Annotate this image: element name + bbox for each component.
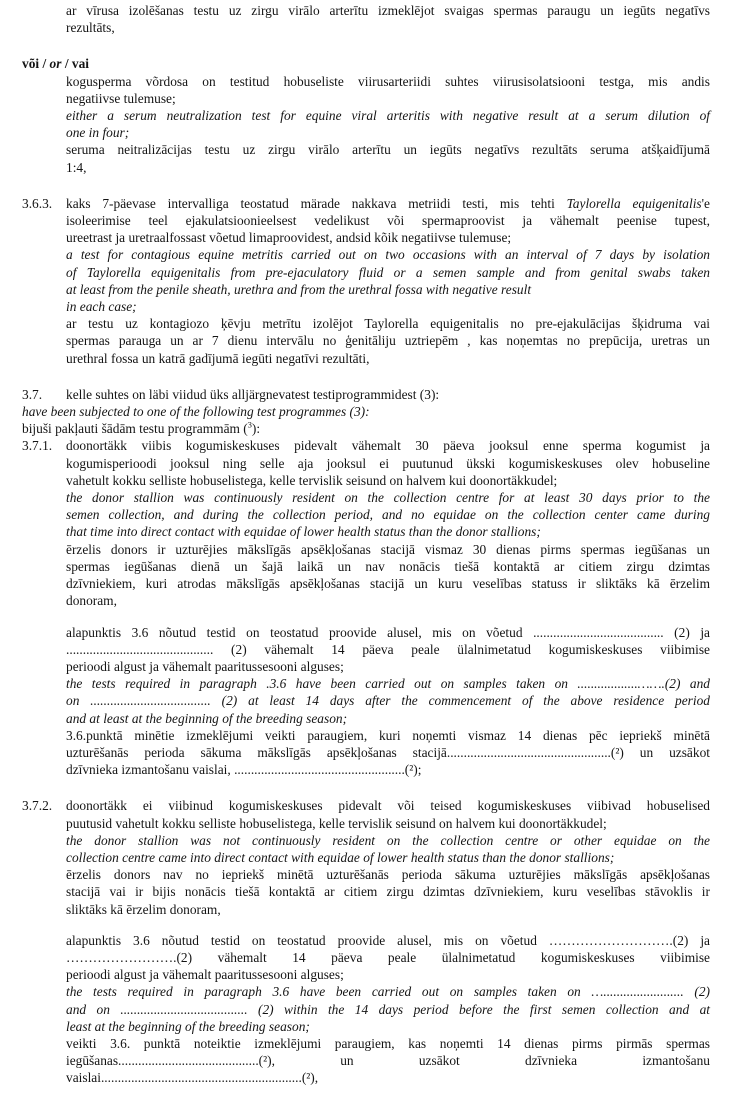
heading-separator: /	[39, 56, 50, 72]
clause-body-estonian	[66, 437, 710, 489]
text-line: …………………….(2) vähemalt 14 päeva peale ülalnimetatud kogumiskeskuses viibimise	[66, 949, 710, 965]
text-line: that time into direct contact with equidae of lower health status than the donor stallions;	[66, 524, 541, 540]
text-line: collection centre came into direct contact with equidae of lower health status than the donor stallions;	[66, 849, 615, 865]
paragraph-serum-neutralization-lat	[66, 141, 710, 175]
text-line: uzturēšanās perioda sākuma mākslīgās apsēkļošanas stacijā.................................................(²) un uzsākot	[66, 744, 710, 760]
paragraph-virus-isolation-test	[66, 2, 710, 36]
clause-number: 3.6.3.	[22, 195, 53, 211]
clause-body-estonian	[66, 386, 710, 403]
heading-separator: /	[61, 56, 72, 72]
text-line: ureetrast ja uretraalfossast võetud limaproovidest, andsid kõik negatiivse tulemuse;	[66, 230, 512, 246]
text-line	[22, 420, 710, 437]
clause-body-english	[66, 489, 710, 541]
text-span: bijuši pakļauti šādām testu programmām (	[22, 421, 248, 437]
spacer	[22, 918, 730, 932]
clause-body-estonian	[66, 195, 710, 247]
text-span: kaks 7-päevase intervalliga teostatud märade nakkava metriidi testi, mis tehti Taylorella equigenitalis'e	[66, 195, 710, 211]
text-line: dzīvniekiem, kuri atrodas mākslīgās apsēkļošanas stacijā un kuru veselības statuss ir sliktāks kā ērzelim	[66, 576, 710, 592]
clause-3-7	[22, 386, 710, 403]
text-line: ērzelis donors ir uzturējies mākslīgās apsēkļošanas stacijā vismaz 30 dienas pirms spermas iegūšanas un	[66, 541, 710, 557]
footnote-marker-3: 3	[247, 420, 252, 430]
text-line: iegūšanas..........................................(²), un uzsākot dzīvnieka izmantošanu	[66, 1053, 710, 1069]
species-name: Taylorella equigenitalis	[566, 195, 702, 211]
text-line: the tests required in paragraph .3.6 have been carried out on samples taken on ..................…….(2) and	[66, 676, 710, 692]
text-line: vaislai............................................................(²),	[66, 1070, 319, 1086]
text-line: of Taylorella equigenitalis from pre-ejaculatory fluid or a semen sample and from genital swabs taken	[66, 264, 710, 280]
text-line	[66, 195, 710, 212]
text-line: the donor stallion was not continuously resident on the collection centre or other equidae on the	[66, 832, 710, 848]
text-line: rezultāts,	[66, 20, 115, 36]
text-line: one in four;	[66, 125, 130, 141]
paragraph-serum-neutralization-eng	[66, 107, 710, 141]
text-line: donoram,	[66, 593, 117, 609]
fill-in-block-3-7-1	[66, 624, 710, 779]
text-line: isoleerimise teel ejakulatsioonieelsest vedelikust või spermaproovist ja vähemalt peenise tupest,	[66, 213, 710, 229]
spacer	[22, 778, 730, 797]
text-line: kelle suhtes on läbi viidud üks alljärgnevatest testiprogrammidest (3):	[66, 386, 440, 402]
text-line: have been subjected to one of the following test programmes (3):	[22, 404, 370, 420]
text-line: a test for contagious equine metritis carried out on two occasions with an interval of 7 days by isolation	[66, 247, 710, 263]
text-line: doonortäkk ei viibinud kogumiskeskuses pidevalt või teised kogumiskeskuses viibivad hobuselised	[66, 798, 710, 814]
text-line: at least from the penile sheath, urethra and from the urethral fossa with negative result	[66, 281, 532, 297]
clause-3-6-3	[22, 195, 710, 367]
text-line: 3.6.punktā minētie izmeklējumi veikti paraugiem, kuri noņemti vismaz 14 dienas pēc iepriekš minētā	[66, 727, 710, 743]
heading-text-english: or	[49, 56, 62, 72]
text-line: doonortäkk viibis kogumiskeskuses pidevalt vähemalt 30 päeva jooksul enne sperma kogumist ja	[66, 438, 710, 454]
text-line: perioodi algust ja vähemalt paaritussesooni alguses;	[66, 658, 344, 674]
clause-number: 3.7.1.	[22, 438, 53, 454]
spacer	[22, 36, 730, 55]
text-line: least at the beginning of the breeding season;	[66, 1018, 310, 1034]
alternative-heading-voi-or-vai	[22, 55, 710, 72]
spacer	[22, 610, 730, 624]
text-line: dzīvnieka izmantošanu vaislai, ...................................................(²);	[66, 762, 422, 778]
clause-body-english	[66, 832, 710, 866]
text-line: kogumisperioodi jooksul ning selle aja jooksul ei puutunud ükski kogumiskeskuses olev hobuseline	[66, 455, 710, 471]
clause-number: 3.7.2.	[22, 798, 53, 814]
text-line: sliktāks kā ērzelim donoram,	[66, 901, 221, 917]
fill-in-estonian	[66, 624, 710, 676]
fill-in-estonian	[66, 932, 710, 984]
clause-body-latvian	[66, 541, 710, 610]
text-line: ............................................ (2) vähemalt 14 päeva peale ülalnimetatud kogumiskeskuses viibimise	[66, 641, 710, 657]
text-line: spermas iegūšanas dienā un šajā laikā un nav nonācis tiešā kontaktā ar citiem zirgu dzimtas	[66, 558, 710, 574]
heading-text-latvian: vai	[71, 56, 90, 72]
text-line: vahetult kokku selliste hobuselistega, kelle tervislik seisund on halvem kui doonortäkkudel;	[66, 472, 558, 488]
fill-in-block-3-7-2	[66, 932, 710, 1087]
text-line: perioodi algust ja vähemalt paaritussesooni alguses;	[66, 967, 344, 983]
text-line: the donor stallion was continuously resident on the collection centre for at least 30 days prior to the	[66, 490, 710, 506]
fill-in-english	[66, 675, 710, 727]
text-span: ):	[251, 421, 261, 437]
text-line: and on ...................................... (2) within the 14 days period before the first semen collection and at	[66, 1001, 710, 1017]
clause-body-latvian	[66, 866, 710, 918]
text-line: puutusid vahetult kokku selliste hobuselistega, kelle tervislik seisund on halvem kui doonortäkkudel;	[66, 815, 607, 831]
text-line: alapunktis 3.6 nõutud testid on teostatud proovide alusel, mis on võetud ……………………….(2) ja	[66, 932, 710, 948]
text-line: ar testu uz kontagiozo ķēvju metrītu izolējot Taylorella equigenitalis no pre-ejakulācijas šķidruma vai	[66, 316, 710, 332]
clause-body-english	[66, 246, 710, 315]
text-line: and at least at the beginning of the breeding season;	[66, 710, 348, 726]
text-line: negatiivse tulemuse;	[66, 90, 176, 106]
text-line: urethral fossa un katrā gadījumā iegūti negatīvi rezultāti,	[66, 350, 370, 366]
text-line: either a serum neutralization test for equine viral arteritis with negative result at a serum dilution of	[66, 108, 710, 124]
text-line: stacijā vai ir bijis nonācis tiešā kontaktā ar citiem zirgu dzimtas dzīvniekiem, kuru veselības stāvoklis ir	[66, 884, 710, 900]
text-line: ar vīrusa izolēšanas testu uz zirgu virālo arterītu izmeklējot svaigas spermas paraugu un iegūts negatīvs	[66, 3, 710, 18]
text-line: on .................................... (2) at least 14 days after the commencement of the above residence period	[66, 693, 710, 709]
clause-body-estonian	[66, 797, 710, 831]
text-line: 1:4,	[66, 159, 87, 175]
fill-in-english	[66, 983, 710, 1035]
text-line: the tests required in paragraph 3.6 have been carried out on samples taken on …........................ (2)	[66, 984, 710, 1000]
clause-number: 3.7.	[22, 386, 43, 402]
clause-3-7-2	[22, 797, 710, 917]
clause-3-7-1	[22, 437, 710, 609]
paragraph-whole-semen-virus-isolation-est	[66, 73, 710, 107]
text-line: ērzelis donors nav no iepriekš minētā uzturēšanās perioda sākuma uzturējies mākslīgās apsēkļošanas	[66, 867, 710, 883]
text-line: veikti 3.6. punktā noteiktie izmeklējumi paraugiem, kas noņemti 14 dienas pirms pirmās spermas	[66, 1035, 710, 1051]
text-line: alapunktis 3.6 nõutud testid on teostatud proovide alusel, mis on võetud ....................................... (2) ja	[66, 624, 710, 640]
heading-text-estonian: või	[22, 56, 40, 72]
paragraph-test-programmes-lat	[22, 420, 710, 437]
fill-in-latvian	[66, 727, 710, 779]
spacer	[22, 367, 730, 386]
text-line: seruma neitralizācijas testu uz zirgu virālo arterītu un iegūts negatīvs rezultāts seruma atšķaidījumā	[66, 142, 710, 158]
text-line: kogusperma võrdosa on testitud hobuseliste viirusarteriidi suhtes viirusisolatsiooni testga, mis andis	[66, 73, 710, 89]
clause-body-latvian	[66, 315, 710, 367]
text-line: in each case;	[66, 299, 137, 315]
text-line: semen collection, and during the collection period, and no equidae on the collection center came during	[66, 507, 710, 523]
spacer	[22, 176, 730, 195]
fill-in-latvian	[66, 1035, 710, 1087]
paragraph-test-programmes-eng	[22, 403, 710, 420]
text-line: spermas parauga un ar 7 dienu intervālu no ģenitāliju uztriepēm , kas noņemtas no prepūcija, uretras un	[66, 333, 710, 349]
